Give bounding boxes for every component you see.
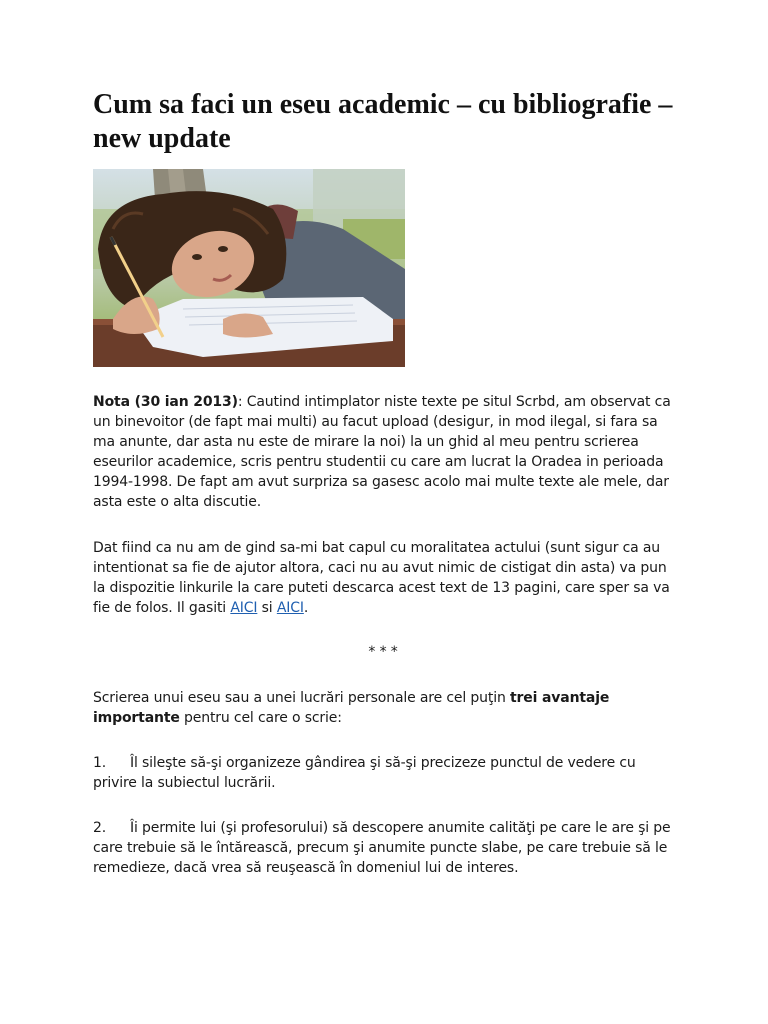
advantages-intro-after: pentru cel care o scrie:	[179, 710, 342, 726]
download-link-2[interactable]: AICI	[276, 600, 304, 616]
advantages-intro-before: Scrierea unui eseu sau a unei lucrări personale are cel puţin	[93, 690, 510, 706]
download-link-1[interactable]: AICI	[230, 600, 258, 616]
section-separator: * * *	[368, 644, 398, 660]
links-paragraph	[93, 538, 683, 618]
list-item-number: 2.	[93, 820, 107, 836]
girl-writing-photo	[93, 169, 405, 367]
links-end-text: .	[303, 600, 309, 616]
list-item-text: Îi permite lui (şi profesorului) să descopere anumite calităţi pe care le are şi pe care trebuie să le întărească, precum şi anumite puncte slabe, pe care trebuie să le remedieze, dacă vrea să reuşească în domeniul lui de interes.	[93, 820, 671, 876]
note-text: : Cautind intimplator niste texte pe situl Scrbd, am observat ca un binevoitor (de fapt mai multi) au facut upload (desigur, in mod ilegal, si fara sa ma anunte, dar asta nu este de mirare la noi) la un ghid al meu pentru scrierea eseurilor academice, scris pentru studentii cu care am lucrat la Oradea in perioada 1994-1998. De fapt am avut surpriza sa gasesc acolo mai multe texte ale mele, dar asta este o alta discutie.	[93, 394, 671, 510]
list-item-text: Îl sileşte să-şi organizeze gândirea şi să-şi precizeze punctul de vedere cu privire la subiectul lucrării.	[93, 755, 636, 791]
list-item-number: 1.	[93, 755, 107, 771]
links-paragraph-text: Dat fiind ca nu am de gind sa-mi bat capul cu moralitatea actului (sunt sigur ca au intentionat sa fie de ajutor altora, caci nu au avut nimic de cistigat din asta) va pun la dispozitie linkurile la care puteti descarca acest text de 13 pagini, care sper sa va fie de folos. Il gasiti	[93, 540, 670, 616]
page-title: Cum sa faci un eseu academic – cu bibliografie – new update	[93, 89, 673, 154]
note-paragraph	[93, 392, 683, 512]
links-between-text: si	[257, 600, 277, 616]
list-item	[93, 818, 683, 878]
advantages-intro	[93, 688, 683, 728]
note-label: Nota (30 ian 2013)	[93, 394, 238, 410]
list-item	[93, 753, 683, 793]
advantages-intro-bold: trei avantaje importante	[93, 690, 610, 726]
